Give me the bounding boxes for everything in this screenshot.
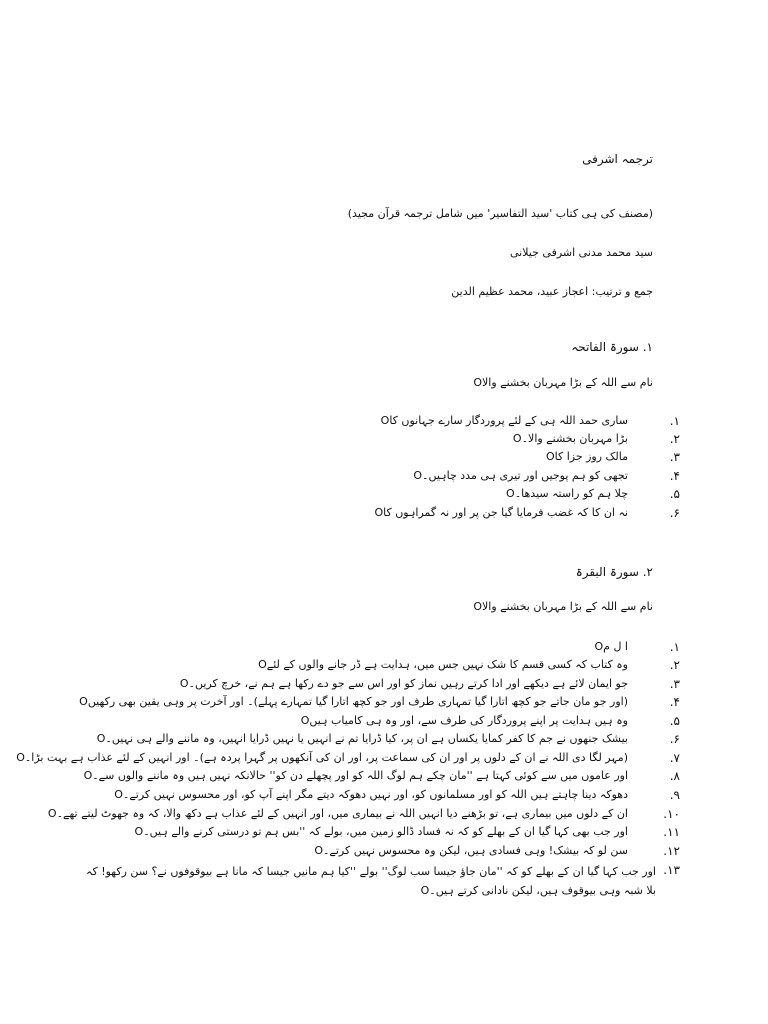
verse-number: ۱۰. <box>663 807 680 821</box>
verse-text: مالک روز جزا کاO <box>545 450 628 463</box>
verse-number: ۷. <box>669 751 680 765</box>
verse-number: ۶. <box>669 506 680 520</box>
verse-number: ۴. <box>669 469 680 483</box>
verse-number: ۴. <box>669 695 680 709</box>
verse-number: ۱۱. <box>663 825 680 839</box>
surah-2-bismillah: نام سے اللہ کے بڑا مہربان بخشنے والاO <box>473 600 653 613</box>
verse-item <box>0 787 768 805</box>
verse-item <box>0 731 768 749</box>
verse-item <box>0 639 768 657</box>
verse-number: ۱. <box>669 640 680 654</box>
surah-1-bismillah: نام سے اللہ کے بڑا مہربان بخشنے والاO <box>473 376 653 389</box>
verse-text: سن لو کہ بیشک! وہی فسادی ہیں، لیکن وہ محسوس نہیں کرتے۔O <box>314 844 628 857</box>
verse-text: ساری حمد اللہ ہی کے لئے پروردگار سارے جہانوں کاO <box>380 414 628 427</box>
verse-number: ۳. <box>669 450 680 464</box>
verse-text: جو ایمان لائے ہے دیکھے اور ادا کرتے رہیں نماز کو اور اس سے جو دے رکھا ہے ہم نے، خرچ کریں۔O <box>179 677 628 690</box>
verse-text: چلا ہم کو راستہ سیدھا۔O <box>506 487 628 500</box>
verse-item <box>0 468 768 486</box>
verse-item <box>0 694 768 712</box>
verse-number: ۵. <box>669 714 680 728</box>
verse-number: ۲. <box>669 432 680 446</box>
verse-number: ۱۳. <box>663 863 680 877</box>
compiler-credit: جمع و ترتیب: اعجاز عبید، محمد عظیم الدین <box>451 285 653 298</box>
verse-item <box>0 413 768 431</box>
verse-item <box>0 676 768 694</box>
verse-number: ۱. <box>669 414 680 428</box>
verse-item <box>0 431 768 449</box>
verse-text: بڑا مہربان بخشنے والا۔O <box>512 432 628 445</box>
verse-text: وہ ہیں ہدایت پر اپنے پروردگار کی طرف سے، اور وہ ہی کامیاب ہیںO <box>300 714 628 727</box>
book-note: (مصنف کی ہی کتاب 'سید التفاسیر' میں شامل ترجمہ قرآن مجید) <box>347 207 653 220</box>
verse-item <box>0 806 768 824</box>
verse-text: تجھی کو ہم پوجیں اور تیری ہی مدد چاہیں۔O <box>413 469 628 482</box>
verse-text: اور عاموں میں سے کوئی کہتا ہے ''مان چکے ہم لوگ اللہ کو اور پچھلے دن کو'' حالانکہ نہیں ہیں وہ ماننے والوں سے۔O <box>83 769 628 782</box>
verse-item <box>0 768 768 786</box>
verse-item <box>0 486 768 504</box>
verse-item <box>0 505 768 523</box>
verse-text: وہ کتاب کہ کسی قسم کا شک نہیں جس میں، ہدایت ہے ڈر جانے والوں کے لئےO <box>258 658 628 671</box>
verse-item <box>0 449 768 467</box>
verse-item <box>0 750 768 768</box>
verse-text: (اور جو مان جاتے جو کچھ اتارا گیا تمہاری طرف اور جو کچھ اتارا گیا تمہارے پہلے)۔ اور آخرت پر وہی یقین بھی رکھیںO <box>79 695 628 708</box>
verse-item <box>0 843 768 861</box>
verse-item <box>0 713 768 731</box>
verse-item <box>0 657 768 675</box>
verse-number: ۵. <box>669 487 680 501</box>
verse-item <box>0 824 768 842</box>
verse-number: ۳. <box>669 677 680 691</box>
verse-text: نہ ان کا کہ غضب فرمایا گیا جن پر اور نہ گمراہوں کاO <box>374 506 628 519</box>
verse-text: ان کے دلوں میں بیماری ہے، تو بڑھنے دیا انہیں اللہ نے بیماری میں، اور انہیں کے لئے عذاب ہے دکھ والا، کہ وہ جھوٹ لیتے تھے۔O <box>47 807 628 820</box>
author-name: سید محمد مدنی اشرفی جیلانی <box>510 246 653 259</box>
verse-number: ۹. <box>669 788 680 802</box>
verse-text: بیشک جنھوں نے جم کا کفر کمایا یکساں ہے ان پر، کیا ڈرایا تم نے انہیں یا نہیں ڈرایا انہیں، وہ ماننے والے ہی نہیں۔O <box>96 732 628 745</box>
verse-text: اور جب کہا گیا ان کے بھلے کو کہ ''مان جاؤ جیسا سب لوگ'' بولے ''کیا ہم مانیں جیسا کہ مانا ہے بیوقوفوں نے؟ سن رکھو! کہ بلا شبہ وہی بیوقوف ہیں، لیکن نادانی کرتے ہیں۔O <box>86 865 656 897</box>
verse-text: (مہر لگا دی اللہ نے ان کے دلوں پر اور ان کی سماعت پر، اور ان کی آنکھوں پر گہرا پردہ ہے)۔ اور انہیں کے لئے عذاب ہے بہت بڑا۔O <box>16 751 628 764</box>
verse-number: ۸. <box>669 769 680 783</box>
verse-number: ۲. <box>669 658 680 672</box>
surah-1-heading: ۱. سورۃ الفاتحہ <box>571 340 653 354</box>
surah-2-heading: ۲. سورۃ البقرۃ <box>575 565 653 579</box>
verse-number: ۶. <box>669 732 680 746</box>
verse-text: ا ل مO <box>594 640 628 653</box>
verse-text: اور جب بھی کہا گیا ان کے بھلے کو کہ نہ فساد ڈالو زمین میں، بولے کہ ''بس ہم تو درستی کرنے والے ہیں۔O <box>134 825 628 838</box>
document-title: ترجمہ اشرفی <box>582 152 653 166</box>
verse-item <box>0 862 768 906</box>
verse-text: دھوکہ دینا چاہتے ہیں اللہ کو اور مسلمانوں کو، اور نہیں دھوکہ دیتے مگر اپنے آپ کو، اور محسوس نہیں کرتے۔O <box>114 788 628 801</box>
verse-number: ۱۲. <box>663 844 680 858</box>
